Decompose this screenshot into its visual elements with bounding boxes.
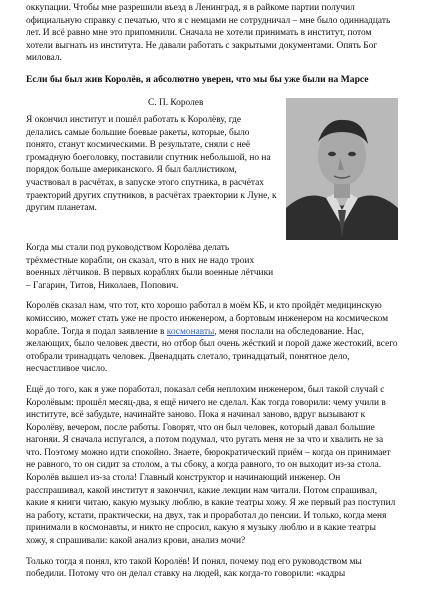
paragraph-c-after: , меня послали на обследование. Нас, желающих, было человек двести, но отбор был очень жёсткий и порой даже жестокий, всего отобрали тринадцать человек. Двенадцать слетало, тринадцатый, понятное дело, несчастливое число. <box>26 326 398 375</box>
top-paragraph: оккупации. Чтобы мне разрешили въезд в Ленинград, я в райкоме партии получил официальную справку с печатью, что я с немцами не сотрудничал – мне было одиннадцать лет. И всё равно мне это припомнили. Сначала не хотели принимать в институт, потом хотели выгнать из института. Не давали работать с закрытыми документами. Опять Бог миловал. <box>26 3 391 64</box>
paragraph-e: Только тогда я понял, кто такой Королёв! И понял, почему под его руководством мы победили. Потому что он делал ставку на людей, как когда-то говорили: «кадры <box>26 556 362 580</box>
intro-block <box>26 96 398 242</box>
section-heading: Если бы был жив Королёв, я абсолютно уверен, что мы бы уже были на Марсе <box>26 73 369 85</box>
document-page <box>26 2 398 581</box>
paragraph-c <box>26 300 398 376</box>
paragraph-d: Ещё до того, как я уже поработал, показал себя неплохим инженером, был такой случай с Королёвым: прошёл месяц-два, я ещё ничего не сделал. Как тогда говорили: чему учили в институте, всё забудьте, начинайте заново. Пока я начинал заново, вдруг вызывают к Королёву, вечером, после работы. Говорят, что он был человек, который давал большие нагоняи. Я сначала испугался, а потом подумал, что ругать меня не за что и хвалить не за что. Поэтому можно идти спокойно. Знаете, бюрократический приём – когда он принимает не равного, то он сидит за столом, а ты сбоку, а когда равного, то он выходит из-за стола. Королёв вышел из-за стола! Главный конструктор и начинающий инженер. Он расспрашивал, какой институт я закончил, какие лекции нам читали. Потом спрашивал, какие я книги читаю, какую музыку люблю, в какие театры хожу. Я же первый раз поступил на работу, кстати, практически, на двух, так и проработал до пенсии. И только, когда меня принимали в космонавты, и никто не спросил, какую я музыку люблю и в какие театры хожу, я спрашивали: какой анализ крови, анализ мочи? <box>26 384 396 547</box>
portrait-photo <box>286 98 398 240</box>
paragraph-b: Когда мы стали под руководством Королёва делать трёхместные корабли, он сказал, что в них не надо троих военных лётчиков. В первых кораблях были военные лётчики – Гагарин, Титов, Николаев, Попович. <box>26 242 274 291</box>
paragraph-c-before: Королёв сказал нам, что тот, кто хорошо работал в моём КБ, и кто пройдёт медицинскую комиссию, может стать уже не просто инженером, а бортовым инженером на космическом корабле. Тогда я подал заявление в <box>26 301 389 337</box>
portrait-illustration <box>286 98 398 240</box>
author-caption: С. П. Королев <box>148 97 204 108</box>
paragraph-a: Я окончил институт и пошёл работать к Королёву, где делались самые большие боевые ракеты, которые, было понято, станут космическими. В результате, сняли с неё громадную боеголовку, поставили спутник небольшой, но на порядок больше американского. Я был баллистиком, участвовал в расчётах, в запуске этого спутника, в расчётах траекторий других спутников, в расчётах траектории к Луне, к другим планетам. <box>26 114 277 214</box>
cosmonauts-link[interactable]: космонавты <box>166 326 215 337</box>
